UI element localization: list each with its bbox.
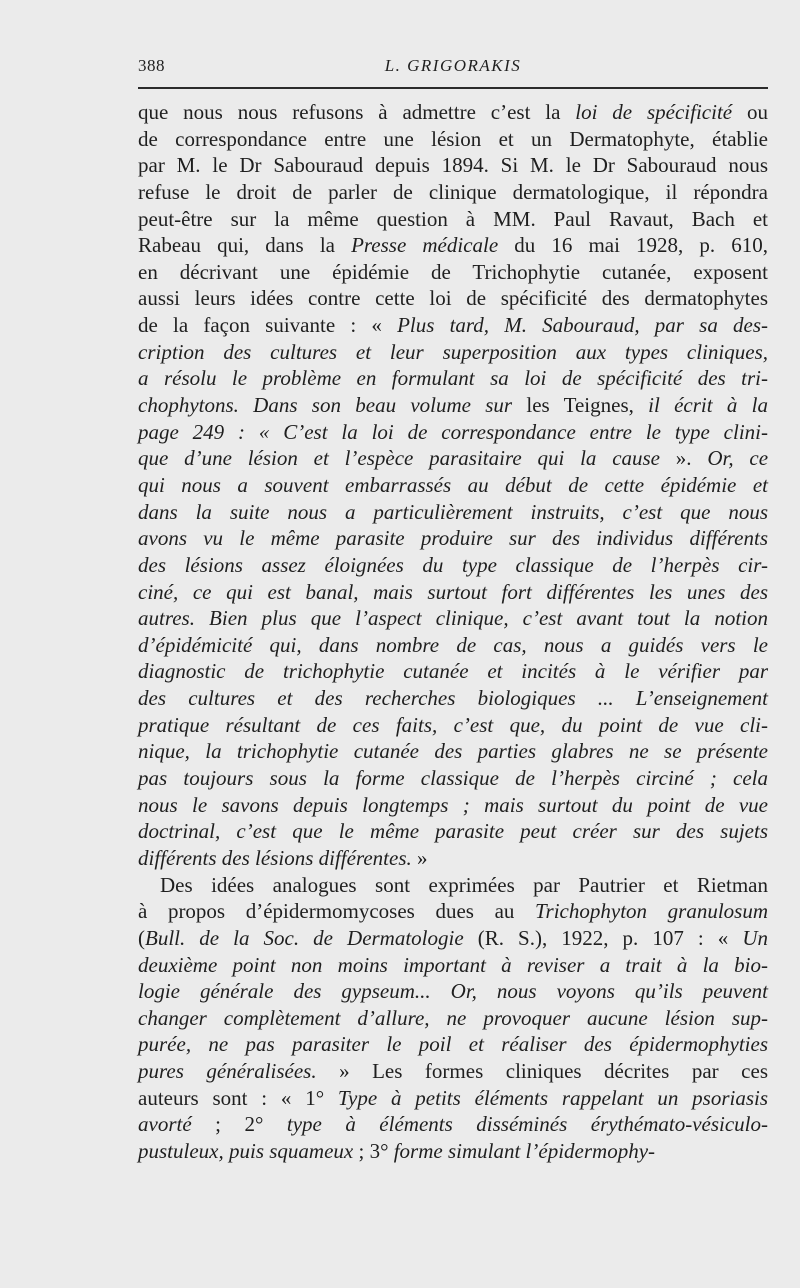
- italic-segment: chophytons. Dans son beau volume sur: [138, 393, 513, 418]
- text-segment: en décrivant une épidémie de Trichophytie cutanée, exposent: [138, 259, 768, 284]
- text-segment: (R. S.), 1922, p. 107 : «: [463, 925, 743, 950]
- text-line: [138, 126, 768, 153]
- text-segment: ».: [660, 446, 708, 471]
- text-line: [138, 925, 768, 952]
- italic-segment: logie générale des gypseum... Or, nous voyons qu’ils peuvent: [138, 979, 768, 1004]
- italic-segment: nous le savons depuis longtemps ; mais surtout du point de vue: [138, 792, 768, 817]
- italic-segment: qui nous a souvent embarrassés au début de cette épidémie et: [138, 472, 768, 497]
- italic-segment: ciné, ce qui est banal, mais surtout fort différentes les unes des: [138, 579, 768, 604]
- text-segment: à propos d’épidermomycoses dues au: [138, 899, 536, 924]
- text-segment: ou: [732, 100, 768, 124]
- text-line: [138, 845, 768, 872]
- text-line: [138, 392, 768, 419]
- running-head: L. GRIGORAKIS: [384, 56, 522, 75]
- text-segment: auteurs sont : « 1°: [138, 1085, 338, 1110]
- italic-segment: Type à petits éléments rappelant un psoriasis: [337, 1085, 769, 1110]
- text-segment: Rabeau qui, dans la: [138, 233, 352, 258]
- text-line: [138, 152, 768, 179]
- italic-segment: avons vu le même parasite produire sur des individus différents: [138, 526, 768, 551]
- page-number: 388: [138, 56, 165, 75]
- text-line: [138, 818, 768, 845]
- italic-segment: avorté: [138, 1112, 192, 1137]
- text-line: [138, 765, 768, 792]
- text-line: [138, 499, 768, 526]
- italic-segment: Un: [742, 925, 768, 950]
- italic-segment: Trichophyton granulosum: [535, 899, 768, 924]
- italic-segment: des lésions assez éloignées du type classique de l’herpès cir-: [138, 552, 768, 577]
- text-segment: refuse le droit de parler de clinique dermatologique, il répondra: [138, 179, 768, 204]
- text-line: [138, 365, 768, 392]
- text-segment: peut-être sur la même question à MM. Paul Ravaut, Bach et: [138, 206, 768, 231]
- italic-segment: loi de spécificité: [575, 100, 733, 124]
- italic-segment: différents des lésions différentes.: [138, 845, 412, 870]
- text-line: [138, 285, 768, 312]
- italic-segment: des cultures et des recherches biologiques ... L’enseignement: [138, 686, 768, 711]
- text-segment: les Teignes,: [512, 393, 649, 418]
- text-segment: par M. le Dr Sabouraud depuis 1894. Si M. le Dr Sabouraud nous: [138, 153, 768, 178]
- text-line: [138, 712, 768, 739]
- italic-segment: dans la suite nous a particulièrement instruits, c’est que nous: [138, 499, 768, 524]
- italic-segment: a résolu le problème en formulant sa loi de spécificité des tri-: [138, 366, 768, 391]
- text-line: [138, 312, 768, 339]
- text-line: [138, 1111, 768, 1138]
- text-line: [138, 206, 768, 233]
- text-line: [138, 552, 768, 579]
- page-header: [138, 52, 768, 82]
- italic-segment: doctrinal, c’est que le même parasite peut créer sur des sujets: [138, 819, 768, 844]
- text-segment: aussi leurs idées contre cette loi de spécificité des dermatophytes: [138, 286, 768, 311]
- italic-segment: page 249 : « C’est la loi de correspondance entre le type clini-: [138, 419, 768, 444]
- text-line: [138, 232, 768, 259]
- header-rule: [138, 87, 768, 89]
- italic-segment: diagnostic de trichophytie cutanée et incités à le vérifier par: [138, 659, 768, 684]
- italic-segment: autres. Bien plus que l’aspect clinique, c’est avant tout la notion: [138, 606, 768, 631]
- text-segment: (: [138, 925, 145, 950]
- italic-segment: d’épidémicité qui, dans nombre de cas, nous a guidés vers le: [138, 632, 768, 657]
- italic-segment: forme simulant l’épidermophy-: [393, 1138, 656, 1163]
- body-text: [138, 99, 768, 1165]
- text-line: [138, 1085, 768, 1112]
- text-segment: ; 3°: [353, 1138, 394, 1163]
- italic-segment: type à éléments disséminés érythémato-vésiculo-: [286, 1112, 769, 1137]
- text-line: [138, 952, 768, 979]
- italic-segment: Presse médicale: [351, 233, 499, 258]
- text-line: [138, 99, 768, 126]
- text-line: [138, 259, 768, 286]
- text-line: [138, 898, 768, 925]
- italic-segment: pures généralisées.: [138, 1059, 317, 1084]
- italic-segment: il écrit à la: [648, 393, 768, 418]
- text-line: [138, 445, 768, 472]
- italic-segment: que d’une lésion et l’espèce parasitaire qui la cause: [138, 446, 661, 471]
- italic-segment: changer complètement d’allure, ne provoquer aucune lésion sup-: [138, 1005, 768, 1030]
- italic-segment: Bull. de la Soc. de Dermatologie: [145, 925, 464, 950]
- italic-segment: Plus tard, M. Sabouraud, par sa des-: [397, 313, 768, 338]
- text-line: [138, 419, 768, 446]
- text-line: [138, 339, 768, 366]
- text-line: [138, 1058, 768, 1085]
- text-line: [138, 179, 768, 206]
- text-line: [138, 1005, 768, 1032]
- italic-segment: cription des cultures et leur superposition aux types cliniques,: [138, 339, 768, 364]
- text-line: [138, 1031, 768, 1058]
- text-line: [138, 658, 768, 685]
- italic-segment: nique, la trichophytie cutanée des parties glabres ne se présente: [138, 739, 768, 764]
- text-line: [138, 579, 768, 606]
- text-line: [138, 792, 768, 819]
- italic-segment: pratique résultant de ces faits, c’est que, du point de vue cli-: [138, 712, 768, 737]
- italic-segment: Or, ce: [707, 446, 769, 471]
- text-line: [138, 605, 768, 632]
- text-segment: ; 2°: [191, 1112, 287, 1137]
- italic-segment: purée, ne pas parasiter le poil et réaliser des épidermophyties: [138, 1032, 768, 1057]
- italic-segment: deuxième point non moins important à reviser a trait à la bio-: [138, 952, 768, 977]
- text-segment: du 16 mai 1928, p. 610,: [498, 233, 768, 258]
- text-segment: que nous nous refusons à admettre c’est la: [138, 100, 576, 124]
- text-segment: »: [411, 845, 428, 870]
- text-line: [138, 872, 768, 899]
- text-line: [138, 1138, 768, 1165]
- text-line: [138, 472, 768, 499]
- text-line: [138, 738, 768, 765]
- italic-segment: pas toujours sous la forme classique de l’herpès circiné ; cela: [138, 766, 768, 791]
- text-segment: Des idées analogues sont exprimées par Pautrier et Rietman: [160, 872, 768, 897]
- text-segment: de la façon suivante : «: [138, 313, 398, 338]
- text-line: [138, 525, 768, 552]
- italic-segment: pustuleux, puis squameux: [138, 1138, 354, 1163]
- text-line: [138, 978, 768, 1005]
- text-line: [138, 685, 768, 712]
- text-segment: » Les formes cliniques décrites par ces: [316, 1059, 768, 1084]
- text-segment: de correspondance entre une lésion et un Dermatophyte, établie: [138, 126, 768, 151]
- text-line: [138, 632, 768, 659]
